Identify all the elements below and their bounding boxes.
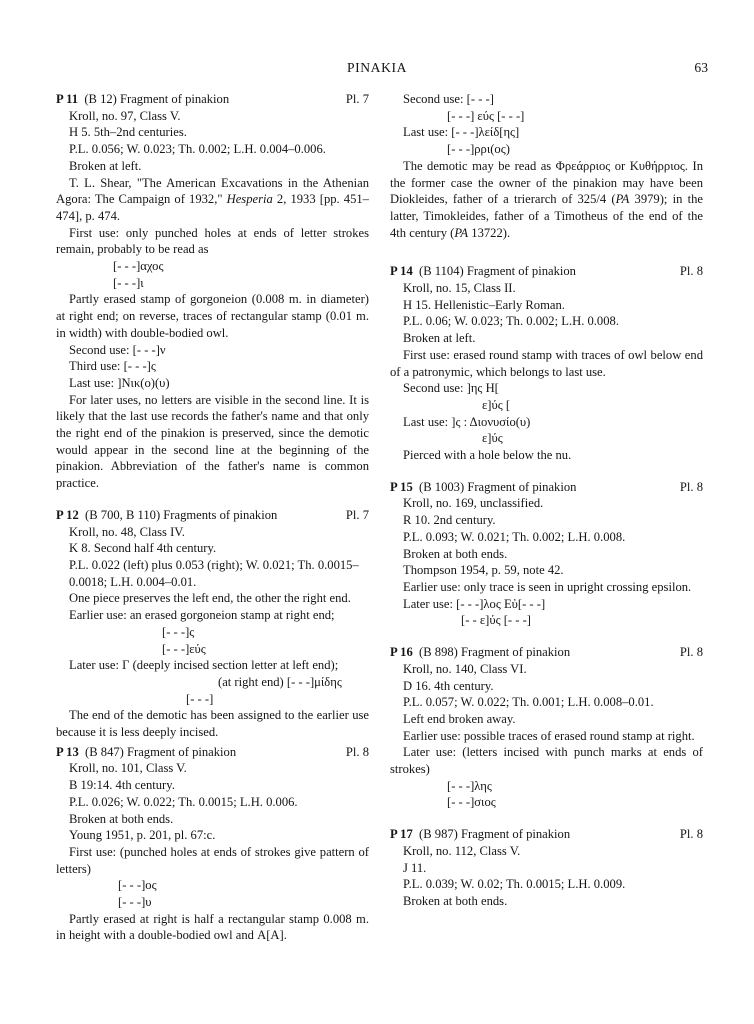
kroll-reference: Kroll, no. 169, unclassified. bbox=[403, 496, 544, 511]
second-use-line: Second use: [- - -]ν bbox=[69, 342, 166, 357]
entry-number: P 13 bbox=[56, 744, 79, 759]
catalogue-entry-p13 bbox=[56, 744, 369, 944]
later-use-text: Later use: Γ (deeply incised section letter at left end); bbox=[69, 658, 339, 673]
catalogue-entry-p16 bbox=[390, 644, 703, 811]
last-use-line: Last use: ]ς : Διονυσίο(υ) bbox=[403, 414, 531, 429]
dimensions: P.L. 0.057; W. 0.022; Th. 0.001; L.H. 0.008–0.01. bbox=[403, 695, 654, 710]
entry-number: P 16 bbox=[390, 645, 413, 660]
entry-title: (B 700, B 110) Fragments of pinakion bbox=[85, 507, 278, 522]
commentary: The demotic may be read as Φρεάρριος or Κυθήρριος. In the former case the owner of the pinakion may have been Diokleides, father of a trierarch of 325/4 (PA 3979); in the latter, Timokleides, father of a Timotheus of the end of the 4th century (PA 13722). bbox=[390, 158, 703, 240]
entry-heading bbox=[390, 826, 703, 843]
condition: Broken at both ends. bbox=[403, 546, 508, 561]
entry-number: P 12 bbox=[56, 507, 79, 522]
bibliography: T. L. Shear, "The American Excavations in the Athenian Agora: The Campaign of 1932," Hesperia 2, 1933 [pp. 451–474], p. 474. bbox=[56, 175, 369, 223]
first-use-text: First use: only punched holes at ends of letter strokes remain, probably to be read as bbox=[56, 225, 369, 257]
kroll-reference: Kroll, no. 97, Class V. bbox=[69, 108, 181, 123]
bibliography: Young 1951, p. 201, pl. 67:c. bbox=[69, 828, 216, 843]
page-number: 63 bbox=[694, 60, 708, 75]
entry-title: (B 847) Fragment of pinakion bbox=[85, 744, 237, 759]
inscription-line: [- - -] εύς [- - -] bbox=[447, 108, 525, 123]
entry-heading bbox=[390, 263, 703, 280]
findspot-date: H 15. Hellenistic–Early Roman. bbox=[403, 297, 565, 312]
catalogue-entry-p14 bbox=[390, 263, 703, 463]
inscription-line: [- - -] bbox=[186, 691, 214, 706]
dimensions: P.L. 0.056; W. 0.023; Th. 0.002; L.H. 0.004–0.006. bbox=[69, 142, 326, 157]
bibliography: Thompson 1954, p. 59, note 42. bbox=[403, 563, 564, 578]
commentary: Partly erased at right is half a rectangular stamp 0.008 m. in height with a double-bodied owl and Α[Α]. bbox=[56, 911, 369, 943]
last-use-line: Last use: ]Νικ(ο)(υ) bbox=[69, 375, 170, 390]
commentary: The end of the demotic has been assigned to the earlier use because it is less deeply incised. bbox=[56, 708, 369, 740]
findspot-date: H 5. 5th–2nd centuries. bbox=[69, 125, 187, 140]
entry-heading bbox=[56, 91, 369, 108]
inscription-line: ε]ύς [ bbox=[482, 397, 511, 412]
dimensions: P.L. 0.022 (left) plus 0.053 (right); W. 0.021; Th. 0.0015–0.0018; L.H. 0.004–0.01. bbox=[69, 557, 359, 589]
entry-title: (B 1104) Fragment of pinakion bbox=[419, 264, 576, 279]
entry-number: P 17 bbox=[390, 827, 413, 842]
catalogue-entry-p11 bbox=[56, 91, 369, 492]
plate-reference: Pl. 7 bbox=[345, 92, 369, 106]
condition: Left end broken away. bbox=[403, 711, 516, 726]
findspot-date: J 11. bbox=[403, 860, 427, 875]
plate-reference: Pl. 8 bbox=[345, 744, 369, 759]
inscription-line: [- - -]ρρι(ος) bbox=[447, 142, 510, 157]
commentary: For later uses, no letters are visible in the second line. It is likely that the last use records the father's name and that only the right end of the pinakion is preserved, since the demotic would appear in the second line at the beginning of the pinakion. Abbreviation of the father's name is common practice. bbox=[56, 392, 369, 491]
findspot-date: D 16. 4th century. bbox=[403, 678, 494, 693]
inscription-line: [- - -]σιος bbox=[447, 795, 496, 810]
entry-number: P 14 bbox=[390, 264, 413, 279]
dimensions: P.L. 0.026; W. 0.022; Th. 0.0015; L.H. 0.006. bbox=[69, 794, 298, 809]
catalogue-entry-p12 bbox=[56, 507, 369, 741]
plate-reference: Pl. 7 bbox=[345, 507, 369, 522]
condition: Broken at both ends. bbox=[403, 893, 508, 908]
dimensions: P.L. 0.06; W. 0.023; Th. 0.002; L.H. 0.008. bbox=[403, 314, 619, 329]
entry-title: (B 1003) Fragment of pinakion bbox=[419, 479, 577, 494]
dimensions: P.L. 0.039; W. 0.02; Th. 0.0015; L.H. 0.009. bbox=[403, 877, 626, 892]
left-column bbox=[56, 91, 369, 944]
inscription-line: ε]ύς bbox=[482, 431, 503, 446]
earlier-use-text: Earlier use: possible traces of erased round stamp at right. bbox=[403, 728, 695, 743]
inscription-line: [- - -]ος bbox=[118, 878, 157, 893]
catalogue-entry-p13-continued bbox=[390, 91, 703, 241]
inscription-line: [- - -]ς bbox=[162, 624, 195, 639]
entry-number: P 15 bbox=[390, 479, 413, 494]
first-use-text: First use: (punched holes at ends of strokes give pattern of letters) bbox=[56, 844, 369, 876]
running-head: PINAKIA bbox=[346, 60, 408, 75]
condition: Broken at left. bbox=[69, 158, 142, 173]
plate-reference: Pl. 8 bbox=[679, 827, 703, 842]
second-use-line: Second use: [- - -] bbox=[403, 92, 494, 106]
kroll-reference: Kroll, no. 140, Class VI. bbox=[403, 661, 527, 676]
later-use-right-end: (at right end) [- - -]μίδης bbox=[218, 674, 342, 689]
last-use-line: Last use: [- - -]λείδ[ης] bbox=[403, 125, 520, 140]
entry-heading bbox=[56, 507, 369, 524]
inscription-line: [- - -]αχος bbox=[113, 259, 164, 274]
right-column bbox=[390, 91, 703, 910]
condition: Broken at left. bbox=[403, 331, 476, 346]
findspot-date: B 19:14. 4th century. bbox=[69, 778, 175, 793]
plate-reference: Pl. 8 bbox=[679, 645, 703, 660]
entry-number: P 11 bbox=[56, 92, 79, 106]
findspot-date: R 10. 2nd century. bbox=[403, 513, 496, 528]
entry-title: (B 12) Fragment of pinakion bbox=[84, 92, 230, 106]
first-use-text: First use: erased round stamp with traces of owl below end of a patronymic, which belongs to last use. bbox=[390, 347, 703, 379]
entry-title: (B 898) Fragment of pinakion bbox=[419, 645, 571, 660]
plate-reference: Pl. 8 bbox=[679, 264, 703, 279]
commentary: Pierced with a hole below the nu. bbox=[403, 448, 572, 463]
kroll-reference: Kroll, no. 101, Class V. bbox=[69, 761, 187, 776]
third-use-line: Third use: [- - -]ς bbox=[69, 359, 156, 374]
dimensions: P.L. 0.093; W. 0.021; Th. 0.002; L.H. 0.008. bbox=[403, 529, 626, 544]
earlier-use-text: Earlier use: an erased gorgoneion stamp at right end; bbox=[69, 608, 335, 623]
stamp-description: Partly erased stamp of gorgoneion (0.008 m. in diameter) at right end; on reverse, traces of rectangular stamp (0.01 m. in width) with double-bodied owl. bbox=[56, 292, 369, 340]
catalogue-entry-p17 bbox=[390, 826, 703, 910]
earlier-use-text: Earlier use: only trace is seen in upright crossing epsilon. bbox=[403, 579, 692, 594]
inscription-line: [- - -]εύς bbox=[162, 641, 206, 656]
condition: Broken at both ends. bbox=[69, 811, 174, 826]
entry-heading bbox=[390, 644, 703, 661]
plate-reference: Pl. 8 bbox=[679, 479, 703, 494]
catalogue-entry-p15 bbox=[390, 479, 703, 629]
inscription-line: [- - -]ι bbox=[113, 275, 144, 290]
findspot-date: K 8. Second half 4th century. bbox=[69, 541, 217, 556]
inscription-line: [- - -]λης bbox=[447, 778, 492, 793]
entry-title: (B 987) Fragment of pinakion bbox=[419, 827, 571, 842]
second-use-line: Second use: ]ης Η[ bbox=[403, 381, 499, 396]
preservation-note: One piece preserves the left end, the other the right end. bbox=[69, 591, 351, 606]
inscription-line: [- - -]υ bbox=[118, 895, 152, 910]
entry-heading bbox=[56, 744, 369, 761]
kroll-reference: Kroll, no. 112, Class V. bbox=[403, 843, 521, 858]
kroll-reference: Kroll, no. 15, Class II. bbox=[403, 281, 516, 296]
kroll-reference: Kroll, no. 48, Class IV. bbox=[69, 524, 185, 539]
entry-heading bbox=[390, 479, 703, 496]
later-use-line: Later use: [- - -]λος Εὐ[- - -] bbox=[403, 596, 546, 611]
inscription-line: [- - ε]ύς [- - -] bbox=[461, 613, 531, 628]
later-use-text: Later use: (letters incised with punch marks at ends of strokes) bbox=[390, 745, 703, 777]
